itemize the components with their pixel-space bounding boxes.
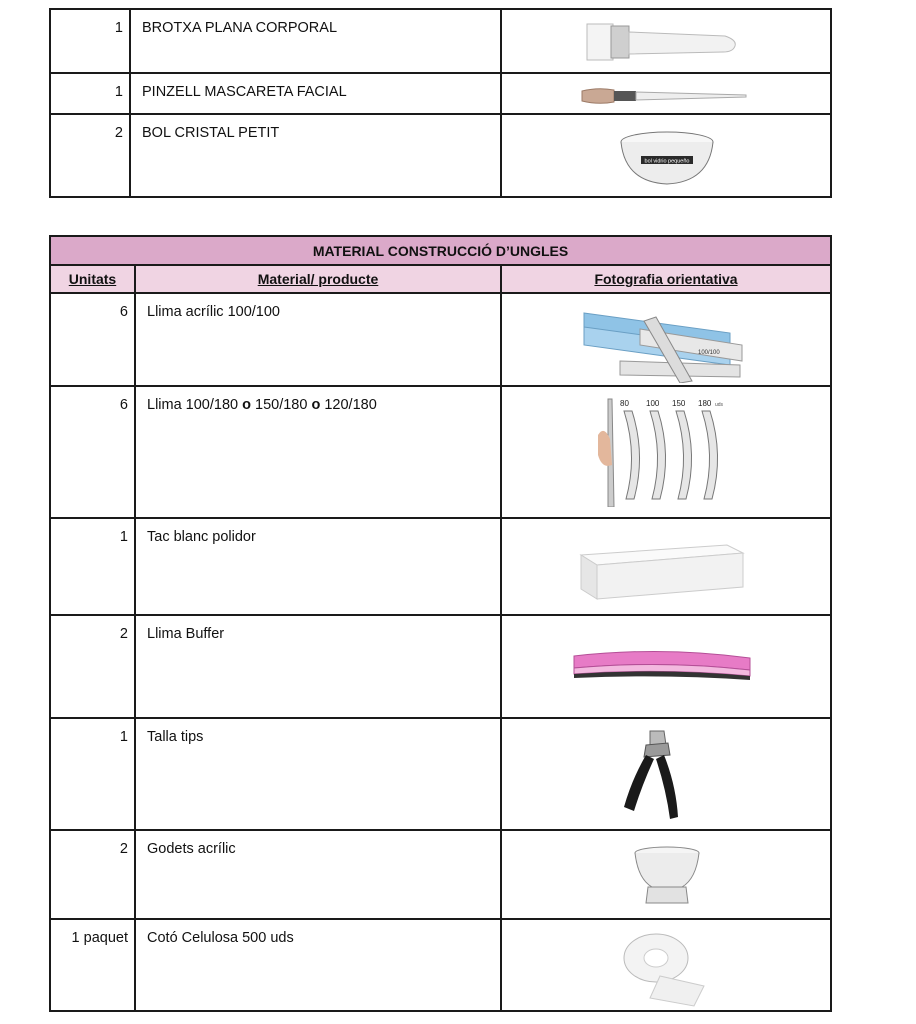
- table-row: [50, 718, 831, 830]
- top-materials-table: [49, 8, 832, 198]
- material-cell: Llima acrílic 100/100: [135, 293, 501, 386]
- glass-bowl-icon: [617, 130, 717, 190]
- cotton-roll-icon: [620, 928, 710, 1008]
- qty-cell: 1: [50, 73, 130, 114]
- nail-construction-table: [49, 235, 832, 1012]
- material-text: o: [242, 397, 251, 413]
- photo-cell: [501, 386, 831, 518]
- material-cell: Godets acrílic: [135, 830, 501, 919]
- grit-unit: uds: [715, 402, 724, 408]
- table-row: [50, 919, 831, 1011]
- table-row: [50, 830, 831, 919]
- table-row: [50, 615, 831, 718]
- buffer-block-icon: [577, 533, 747, 603]
- file-stack-icon: [580, 299, 745, 383]
- photo-cell: [501, 830, 831, 919]
- facial-brush-icon: [580, 85, 750, 107]
- qty-cell: 2: [50, 114, 130, 197]
- photo-cell: [501, 293, 831, 386]
- photo-cell: [501, 73, 831, 114]
- table-row: [50, 9, 831, 73]
- material-cell: BROTXA PLANA CORPORAL: [130, 9, 501, 73]
- material-cell: Talla tips: [135, 718, 501, 830]
- qty-cell: 1: [50, 518, 135, 615]
- qty-cell: 2: [50, 830, 135, 919]
- table-row: [50, 386, 831, 518]
- material-cell: PINZELL MASCARETA FACIAL: [130, 73, 501, 114]
- grit-label: 100: [646, 399, 660, 408]
- half-moon-files-icon: [594, 395, 729, 507]
- qty-cell: 1: [50, 718, 135, 830]
- table-row: [50, 518, 831, 615]
- flat-brush-icon: [585, 18, 745, 68]
- photo-cell: [501, 114, 831, 197]
- grit-label: 150: [672, 399, 686, 408]
- file-label: 100/100: [698, 350, 720, 356]
- material-text: 120/180: [320, 397, 377, 413]
- bowl-label: bol vidrio pequeño: [644, 158, 690, 165]
- table-title-row: [50, 236, 831, 265]
- qty-cell: 2: [50, 615, 135, 718]
- qty-cell: 6: [50, 293, 135, 386]
- material-cell: Cotó Celulosa 500 uds: [135, 919, 501, 1011]
- material-text: Llima 100/180: [147, 397, 243, 413]
- material-text: o: [311, 397, 321, 413]
- qty-cell: 1 paquet: [50, 919, 135, 1011]
- dappen-dish-icon: [632, 845, 702, 907]
- table-row: [50, 73, 831, 114]
- table-row: [50, 293, 831, 386]
- photo-cell: [501, 9, 831, 73]
- photo-cell: [501, 518, 831, 615]
- grit-label: 80: [620, 399, 629, 408]
- photo-cell: [501, 615, 831, 718]
- table-row: [50, 114, 831, 197]
- photo-cell: [501, 919, 831, 1011]
- header-material: Material/ producte: [135, 265, 501, 293]
- material-cell: BOL CRISTAL PETIT: [130, 114, 501, 197]
- photo-cell: [501, 718, 831, 830]
- table-title: MATERIAL CONSTRUCCIÓ D’UNGLES: [50, 236, 831, 265]
- qty-cell: 6: [50, 386, 135, 518]
- header-units: Unitats: [50, 265, 135, 293]
- table-header-row: [50, 265, 831, 293]
- tip-cutter-icon: [620, 729, 690, 825]
- header-photo: Fotografia orientativa: [501, 265, 831, 293]
- material-cell: Tac blanc polidor: [135, 518, 501, 615]
- grit-label: 180: [698, 399, 712, 408]
- qty-cell: 1: [50, 9, 130, 73]
- material-cell: [135, 386, 501, 518]
- pink-buffer-icon: [572, 646, 752, 686]
- material-text: 150/180: [250, 397, 312, 413]
- material-cell: Llima Buffer: [135, 615, 501, 718]
